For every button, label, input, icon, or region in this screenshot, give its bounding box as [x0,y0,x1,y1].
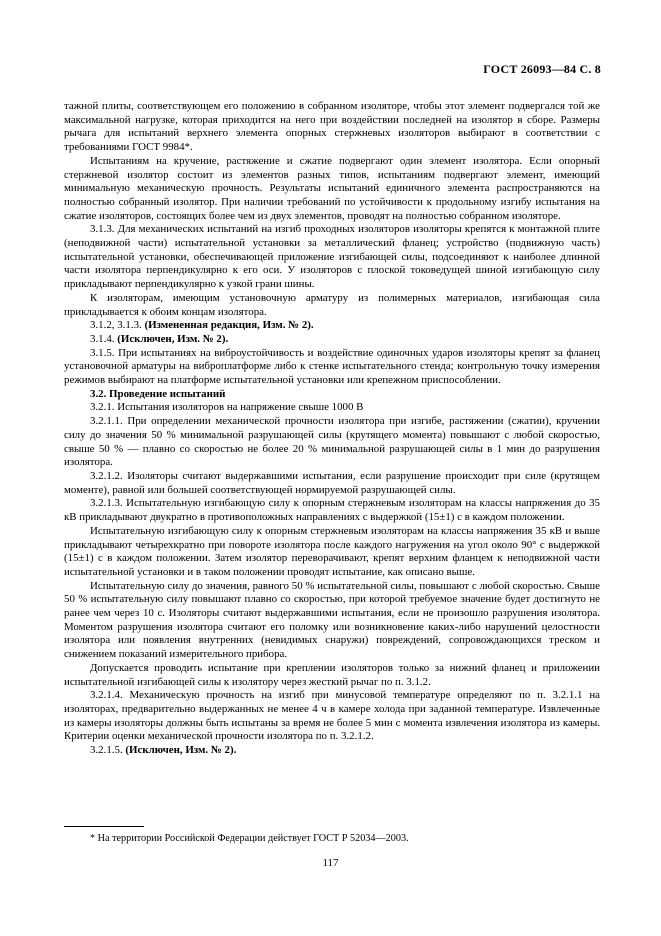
paragraph: 3.1.5. При испытаниях на виброустойчивость и воздействие одиночных ударов изоляторы крепят за фланец установочной арматуры на виброплатформе либо к стенке испытательного стенда; контрольную точку измерения режимов выбирают на платформе испытательной установки или крепежном приспособлении. [64,346,600,387]
page-number: 117 [322,857,339,869]
paragraph: 3.2.1.4. Механическую прочность на изгиб при минусовой температуре определяют по п. 3.2.1.1 на изоляторах, предварительно выдержанных не менее 4 ч в камере холода при заданной температуре. Извлеченные из камеры изоляторы должны быть испытаны за время не более 5 мин с момента извлечения изолятора из камеры. Критерии оценки механической прочности изолятора по п. 3.2.1.2. [64,689,600,743]
paragraph [64,333,600,347]
amendment-note: (Измененная редакция, Изм. № 2). [144,319,314,332]
paragraph: 3.2.1.1. При определении механической прочности изолятора при изгибе, растяжении (сжатии), кручении силу до значения 50 % минимальной разрушающей силы (крутящего момента) повышают с любой скоростью, свыше 50 % — плавно со скоростью не более 20 % минимальной разрушающей силы в 1 мин до разрушения изолятора. [64,415,600,469]
document-body [64,100,600,758]
paragraph: 3.2.1. Испытания изоляторов на напряжение свыше 1000 В [90,401,364,414]
paragraph: тажной плиты, соответствующем его положению в собранном изоляторе, чтобы этот элемент подвергался той же максимальной нагрузке, которая приходится на него при воздействии последней на изолятор в сборе. Размеры рычага для испытаний верхнего элемента опорных стержневых изоляторов выбирают в соответствии с требованиями ГОСТ 9984*. [64,100,600,154]
paragraph [64,319,600,333]
paragraph: Испытательную изгибающую силу к опорным стержневым изоляторам на классы напряжения 35 кВ и выше прикладывают четырехкратно при повороте изолятора после каждого нагружения на угол около 90° с выдержкой (15±1) с в каждом положении. Затем изолятор переворачивают, крепят верхним фланцем к неподвижной части испытательной установки и в таком положении проводят испытание, как описано выше. [64,524,600,578]
paragraph: Допускается проводить испытание при креплении изоляторов только за нижний фланец и приложении испытательной изгибающей силы к изолятору через жесткий рычаг по п. 3.1.2. [64,661,600,688]
paragraph: 3.2.1.2. Изоляторы считают выдержавшими испытания, если разрушение происходит при силе (крутящем моменте), равной или большей соответствующей нормируемой разрушающей силы. [64,469,600,496]
amendment-note: (Исключен, Изм. № 2). [117,332,229,345]
clause-number: 3.1.2, 3.1.3. [90,319,145,332]
paragraph: Испытательную силу до значения, равного 50 % испытательной силы, повышают с любой скоростью. Свыше 50 % испытательную силу повышают плавно со скоростью, при которой требуемое значение будет достигнуто не ранее чем через 10 с. Изоляторы считают выдержавшими испытания, если не произошло разрушения изолятора. Моментом разрушения изолятора считают его поломку или возникновение каких-либо нарушений целостности изолятора или появления внутренних (невидимых снаружи) повреждений, сопровождающихся треском и снижением показаний измерительного прибора. [64,579,600,661]
footnote: * На территории Российской Федерации действует ГОСТ Р 52034—2003. [90,833,409,844]
paragraph: К изоляторам, имеющим установочную арматуру из полимерных материалов, изгибающая сила прикладывается к обоим концам изолятора. [64,291,600,318]
clause-number: 3.2.1.5. [90,744,126,757]
amendment-note: (Исключен, Изм. № 2). [125,744,237,757]
paragraph: 3.1.3. Для механических испытаний на изгиб проходных изоляторов изоляторы крепятся к монтажной плите (неподвижной части) испытательной установки за металлический фланец; устройство (подвижную часть) испытательной установки, обеспечивающей приложение изгибающей силы, подсоединяют к наиболее длинной части изолятора перпендикулярно к его оси. У изоляторов с плоской токоведущей шиной изгибающую силу прикладывают перпендикулярно к узкой грани шины. [64,223,600,291]
paragraph: 3.2.1.3. Испытательную изгибающую силу к опорным стержневым изоляторам на классы напряжения до 35 кВ прикладывают двукратно в противоположных направлениях с выдержкой (15±1) с в каждом положении. [64,497,600,524]
section-heading: 3.2. Проведение испытаний [90,387,226,400]
clause-number: 3.1.4. [90,332,118,345]
page-header: ГОСТ 26093—84 С. 8 [483,62,601,76]
paragraph [64,744,600,758]
paragraph: Испытаниям на кручение, растяжение и сжатие подвергают один элемент изолятора. Если опорный стержневой изолятор состоит из элементов разных типов, испытаниям подвергают элемент, имеющий минимальную механическую прочность. Результаты испытаний единичного элемента распространяются на полностью собранный изолятор. При наличии требований по устойчивости к продольному изгибу испытания на сжатие изоляторов, состоящих более чем из двух элементов, проводят на полностью собранном изоляторе. [64,154,600,222]
footnote-divider [64,826,144,827]
